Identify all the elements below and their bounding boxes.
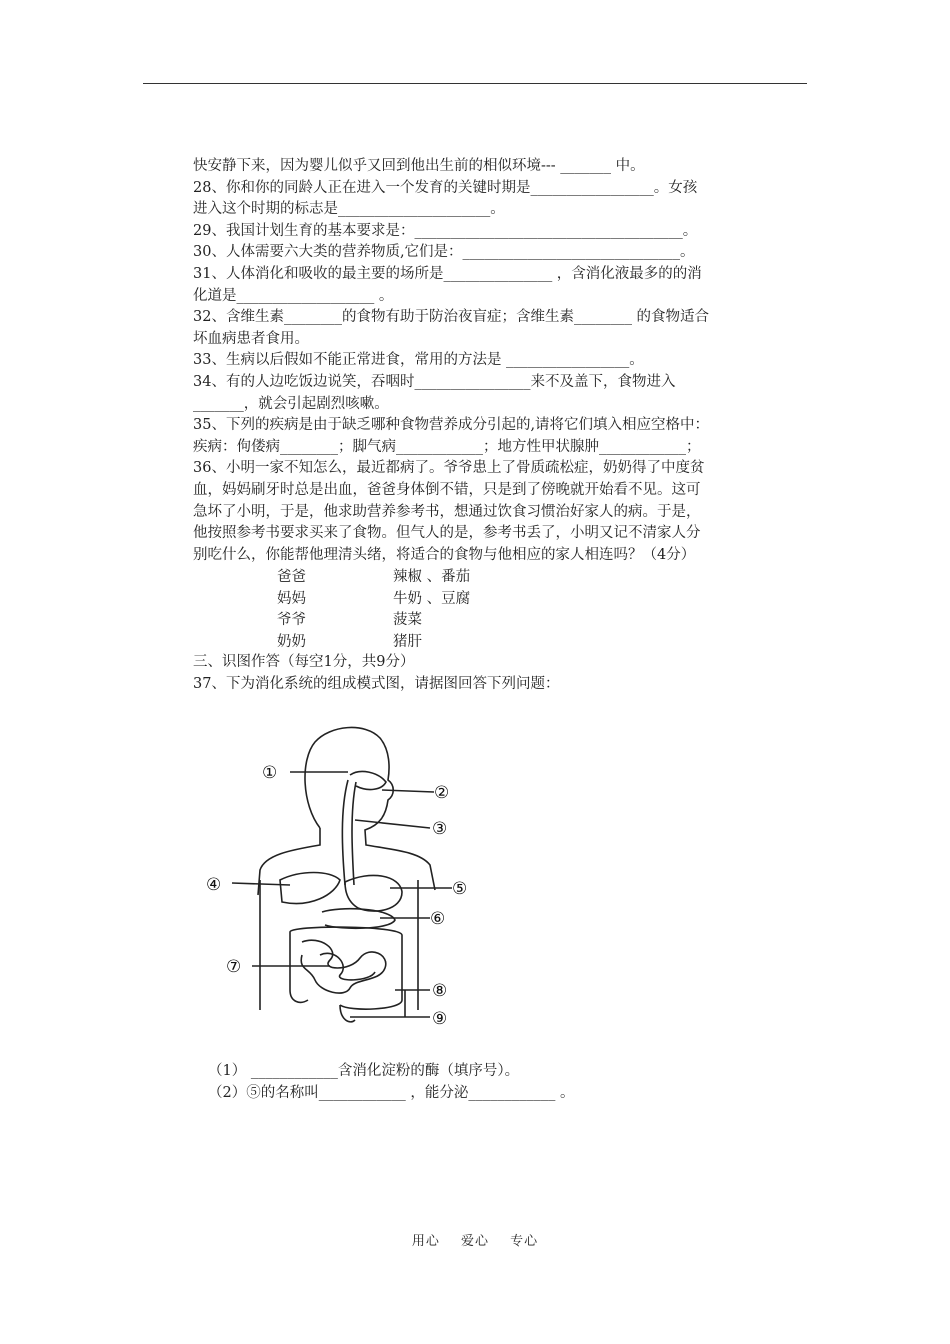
label-9: ⑨ <box>432 1009 448 1029</box>
label-2: ② <box>434 783 450 803</box>
ascending-colon <box>290 932 308 1002</box>
section-three <box>193 652 559 696</box>
esophagus <box>342 780 348 885</box>
pointer-3 <box>355 820 430 828</box>
text-line: 33、生病以后假如不能正常进食，常用的方法是 _________________。 <box>193 352 644 369</box>
text-line: 别吃什么，你能帮他理清头绪，将适合的食物与他相应的家人相连吗？（4分） <box>193 546 696 563</box>
text-line: 30、人体需要六大类的营养物质,它们是：______________________________。 <box>193 244 695 261</box>
text-line: 急坏了小明，于是，他求助营养参考书，想通过饮食习惯治好家人的病。于是， <box>193 503 701 520</box>
text-line: 血，妈妈刷牙时总是出血，爸爸身体倒不错，只是到了傍晚就开始看不见。这可 <box>193 481 701 498</box>
text-line: 疾病：佝偻病________；脚气病____________；地方性甲状腺肿____________； <box>193 438 701 455</box>
header-rule <box>143 83 807 84</box>
text-line: 35、下列的疾病是由于缺乏哪种食物营养成分引起的,请将它们填入相应空格中： <box>193 417 710 434</box>
sub-question: （1） ____________含消化淀粉的酶（填序号）。 <box>208 1063 520 1079</box>
pointer-4 <box>232 883 290 885</box>
food-item: 猪肝 <box>393 633 422 650</box>
pointer-2 <box>382 790 434 792</box>
section-title: 三、识图作答（每空1分，共9分） <box>193 654 415 670</box>
sub-question: （2）⑤的名称叫____________ ，能分泌____________ 。 <box>208 1084 575 1101</box>
text-line: 32、含维生素________的食物有助于防治夜盲症；含维生素________ 的食物适合 <box>193 309 710 326</box>
liver <box>280 873 340 904</box>
family-member: 爸爸 <box>277 569 306 585</box>
page-footer <box>0 1230 950 1249</box>
text-line: 快安静下来，因为婴儿似乎又回到他出生前的相似环境--- _______ 中。 <box>193 158 645 174</box>
text-line: 进入这个时期的标志是_____________________。 <box>193 201 505 218</box>
text-line: 29、我国计划生育的基本要求是：_____________________________________。 <box>193 222 698 239</box>
family-member: 妈妈 <box>277 590 306 607</box>
body-outline <box>305 727 435 890</box>
family-member: 奶奶 <box>277 633 306 650</box>
question-text <box>193 156 773 566</box>
text-line: 28、你和你的同龄人正在进入一个发育的关键时期是_________________。女孩 <box>193 179 698 196</box>
text-line: 坏血病患者食用。 <box>193 330 309 347</box>
footer-text: 用心 <box>411 1234 440 1249</box>
text-line: 31、人体消化和吸收的最主要的场所是_______________ ，含消化液最多的的消 <box>193 265 702 282</box>
text-line: _______，就会引起剧烈咳嗽。 <box>193 395 389 412</box>
sub-questions <box>208 1060 574 1103</box>
label-1: ① <box>262 763 278 783</box>
label-5: ⑤ <box>452 879 468 899</box>
family-member: 爷爷 <box>277 612 306 629</box>
text-line: 化道是___________________ 。 <box>193 287 394 304</box>
label-7: ⑦ <box>226 957 242 977</box>
digestive-system-diagram <box>190 720 490 1035</box>
label-8: ⑧ <box>432 981 448 1001</box>
label-3: ③ <box>432 819 448 839</box>
digestive-system-figure <box>190 720 490 1035</box>
label-6: ⑥ <box>430 909 446 929</box>
footer-text: 爱心 <box>460 1234 489 1249</box>
food-item: 辣椒 、番茄 <box>393 569 471 585</box>
label-4: ④ <box>206 875 222 895</box>
text-line: 36、小明一家不知怎么，最近都病了。爷爷患上了骨质疏松症，奶奶得了中度贫 <box>193 460 705 477</box>
question-37: 37、下为消化系统的组成模式图，请据图回答下列问题： <box>193 676 560 692</box>
food-item: 牛奶 、豆腐 <box>393 590 471 607</box>
text-line: 34、有的人边吃饭边说笑，吞咽时________________来不及盖下，食物进入 <box>193 373 676 390</box>
esophagus-inner <box>352 782 356 885</box>
text-line: 他按照参考书要求买来了食物。但气人的是，参考书丢了，小明又记不清家人分 <box>193 525 701 542</box>
food-item: 菠菜 <box>393 612 422 629</box>
footer-text: 专心 <box>510 1234 539 1249</box>
